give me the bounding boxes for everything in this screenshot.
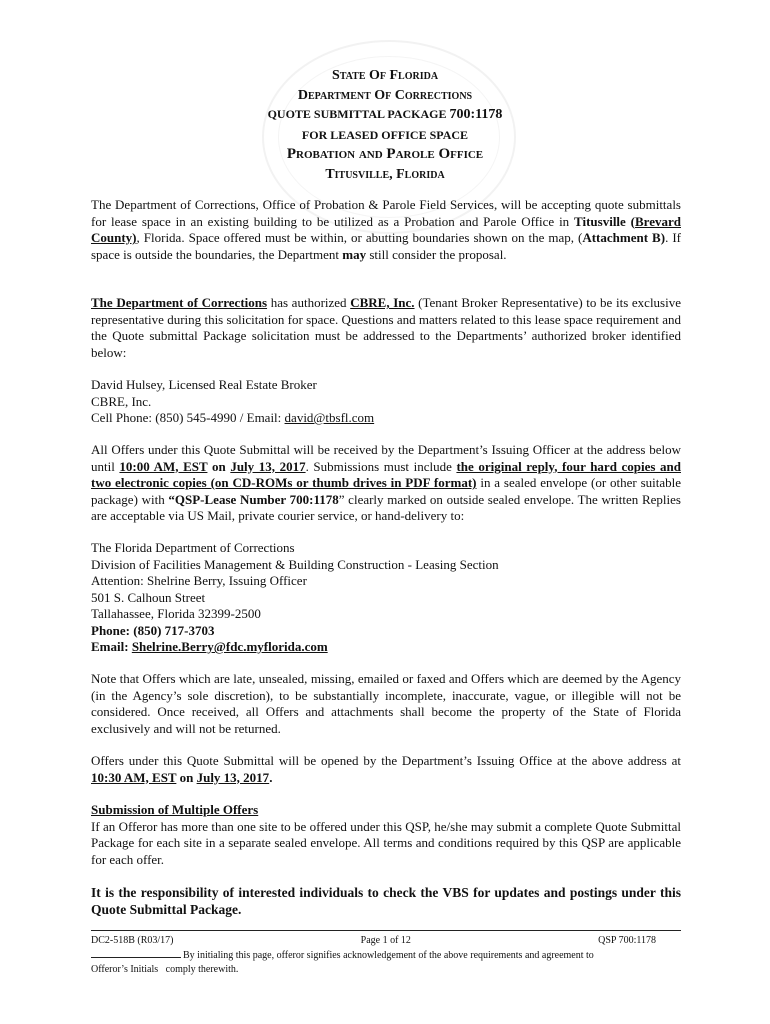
p5-date: July 13, 2017 bbox=[196, 769, 270, 785]
p1-may: may bbox=[342, 246, 367, 262]
p3-date: July 13, 2017 bbox=[230, 458, 306, 474]
address-division: Division of Facilities Management & Building Construction - Leasing Section bbox=[91, 556, 499, 572]
header-department: Department Of Corrections bbox=[297, 88, 473, 103]
p3-copies: the original reply, four hard copies and two electronic copies (on CD-ROMs or thumb drives in PDF format) bbox=[91, 458, 681, 490]
mailing-address bbox=[91, 540, 681, 656]
p1-attachment: Attachment B) bbox=[582, 230, 666, 245]
p5-end: . bbox=[269, 769, 273, 785]
p3-qsp: “QSP-Lease Number 700:1178 bbox=[168, 491, 339, 507]
late-offers-paragraph: Note that Offers which are late, unsealed, missing, emailed or faxed and Offers which are deemed by the Agency (in the Agency’s sole discretion), to be substantially incomplete, inaccurate, vague, or illegible will not be considered. Once received, all Offers and attachments shall become the property of the State of Florida exclusively and will not be returned. bbox=[91, 671, 681, 736]
footer-initials-row bbox=[91, 963, 656, 977]
header-qsp-number: 700:1178 bbox=[449, 107, 503, 122]
address-attention: Attention: Shelrine Berry, Issuing Officer bbox=[91, 573, 307, 588]
p3-text-a: All Offers under this Quote Submittal will be received by the Department’s Issuing Officer at the address below until bbox=[91, 442, 681, 474]
header-leased-space: FOR LEASED OFFICE SPACE bbox=[301, 128, 469, 142]
broker-company: CBRE, Inc. bbox=[91, 393, 152, 409]
p2-department: The Department of Corrections bbox=[91, 295, 268, 310]
opening-paragraph bbox=[91, 753, 681, 786]
address-email-link[interactable]: Shelrine.Berry@fdc.myflorida.com bbox=[131, 639, 328, 654]
p5-text-a: Offers under this Quote Submittal will be opened by the Department’s Issuing Office at the above address at bbox=[91, 753, 681, 768]
p1-text-d: . If space is outside the boundaries, the Department bbox=[91, 230, 681, 262]
initials-line[interactable] bbox=[91, 948, 181, 958]
submission-paragraph bbox=[91, 442, 681, 525]
broker-phone-email bbox=[91, 410, 681, 427]
address-city: Tallahassee, Florida 32399-2500 bbox=[91, 606, 261, 621]
p3-text-d: ” clearly marked on outside sealed envelope. The written Replies are acceptable via US Mail, private courier service, or hand-delivery to: bbox=[91, 491, 681, 523]
p3-on: on bbox=[207, 458, 231, 474]
broker-paragraph bbox=[91, 295, 681, 361]
header-state: State Of Florida bbox=[331, 68, 439, 83]
multiple-offers-body: If an Offeror has more than one site to be offered under this QSP, he/she may submit a complete Quote Submittal Package for each site in a separate sealed envelope. All terms and conditions required by this QSP are applicable for each offer. bbox=[91, 818, 681, 867]
footer-comply: comply therewith. bbox=[165, 964, 239, 975]
page-footer bbox=[91, 934, 656, 977]
footer-acknowledgement: By initialing this page, offeror signifies acknowledgement of the above requirements and agreement to bbox=[183, 950, 594, 961]
footer-meta-row bbox=[91, 934, 656, 948]
address-email-line bbox=[91, 639, 681, 656]
p5-time: 10:30 AM, EST bbox=[91, 769, 177, 785]
p3-text-c: in a sealed envelope (or other suitable package) with bbox=[91, 475, 681, 507]
p1-text-e: still consider the proposal. bbox=[366, 246, 507, 262]
footer-page-number: Page 1 of 12 bbox=[360, 935, 411, 946]
p1-text-b: ( bbox=[625, 213, 636, 229]
responsibility-notice: It is the responsibility of interested individuals to check the VBS for updates and postings under this Quote Submittal Package. bbox=[91, 885, 681, 917]
p1-county: Brevard County) bbox=[91, 213, 681, 245]
p1-text-a: The Department of Corrections, Office of Probation & Parole Field Services, will be accepting quote submittals for lease space in an existing building to be utilized as a Probation and Parole Office in bbox=[91, 197, 681, 229]
header-qsp bbox=[0, 107, 770, 123]
p1-text-c: , Florida. Space offered must be within, or abutting boundaries shown on the map, ( bbox=[136, 230, 583, 245]
p3-time: 10:00 AM, EST bbox=[119, 458, 208, 474]
broker-name: David Hulsey, Licensed Real Estate Broker bbox=[91, 377, 317, 392]
footer-divider bbox=[91, 930, 681, 931]
footer-form-number: DC2-518B (R03/17) bbox=[91, 935, 174, 946]
address-org: The Florida Department of Corrections bbox=[91, 540, 295, 555]
footer-initials-label: Offeror’s Initials bbox=[91, 964, 159, 975]
header-qsp-prefix: QUOTE SUBMITTAL PACKAGE bbox=[267, 107, 450, 121]
multiple-offers-heading: Submission of Multiple Offers bbox=[91, 802, 259, 817]
header-city: Titusville, Florida bbox=[325, 167, 445, 182]
footer-ack-row bbox=[91, 948, 656, 963]
header-office: Probation and Parole Office bbox=[286, 146, 484, 162]
p1-city: Titusville bbox=[574, 213, 626, 229]
address-email-label: Email: bbox=[91, 639, 132, 654]
broker-email-link[interactable]: david@tbsfl.com bbox=[284, 410, 375, 425]
multiple-offers-section bbox=[91, 802, 681, 868]
p2-text-b: (Tenant Broker Representative) to be its exclusive representative during this solicitation for space. Questions and matters related to this lease space requirement and the Quote submittal Package solicitation must be addressed to the Departments’ authorized broker identified below: bbox=[91, 295, 681, 360]
footer-qsp-number: QSP 700:1178 bbox=[598, 935, 656, 946]
p5-on: on bbox=[176, 769, 197, 785]
p3-text-b: . Submissions must include bbox=[305, 458, 457, 474]
address-phone: Phone: (850) 717-3703 bbox=[91, 622, 215, 638]
p2-text-a: has authorized bbox=[267, 295, 351, 310]
broker-phone: Cell Phone: (850) 545-4990 / Email: bbox=[91, 410, 285, 425]
address-street: 501 S. Calhoun Street bbox=[91, 589, 206, 605]
p2-cbre: CBRE, Inc. bbox=[350, 295, 415, 310]
intro-paragraph bbox=[91, 197, 681, 263]
broker-contact bbox=[91, 377, 681, 427]
